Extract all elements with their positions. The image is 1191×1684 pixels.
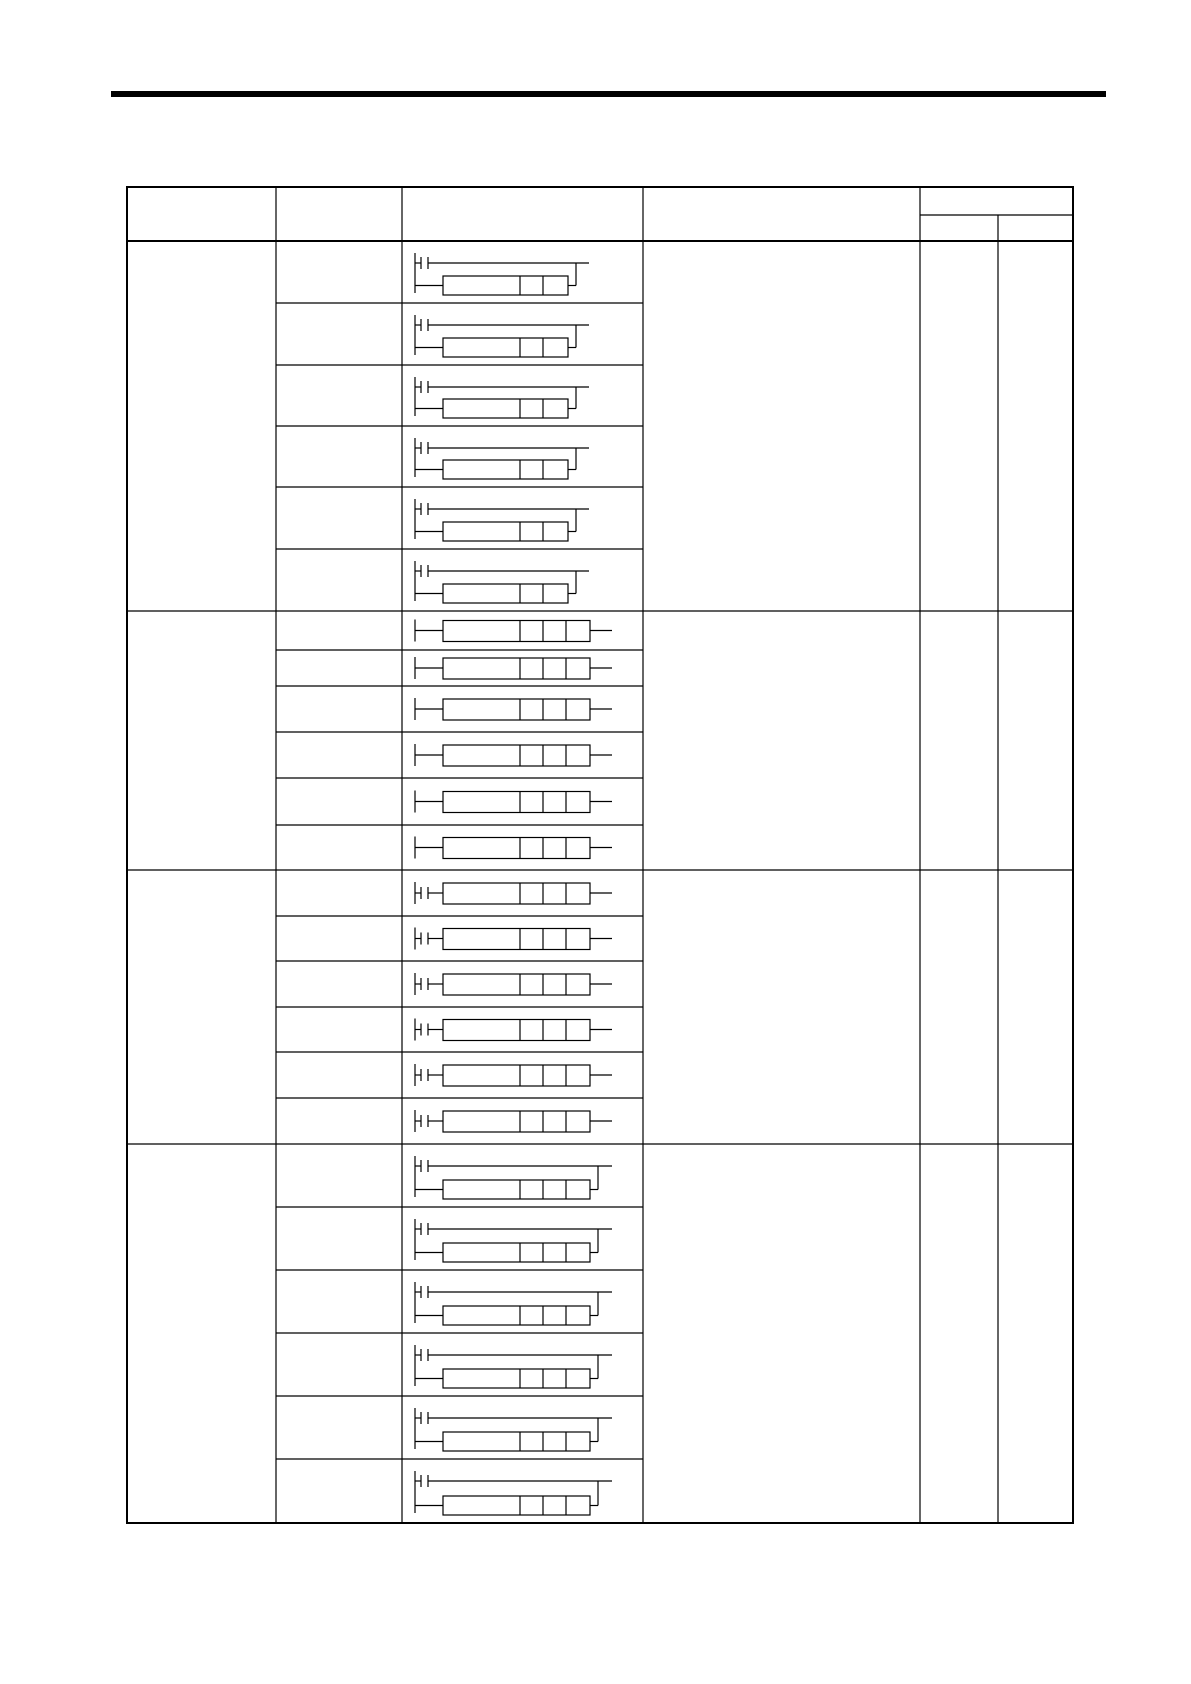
- table-frame: [127, 187, 1073, 1523]
- ladder-symbol: [415, 882, 612, 904]
- ladder-symbol: [415, 1156, 612, 1199]
- ladder-symbol: [415, 1282, 612, 1325]
- ladder-symbol: [415, 657, 612, 679]
- ladder-box: [443, 338, 568, 357]
- ladder-box: [443, 1180, 590, 1199]
- ladder-symbol: [415, 698, 612, 720]
- ladder-box: [443, 974, 590, 995]
- ladder-box: [443, 1065, 590, 1086]
- ladder-symbol: [415, 1219, 612, 1262]
- ladder-symbol: [415, 791, 612, 813]
- ladder-box: [443, 621, 590, 642]
- ladder-box: [443, 276, 568, 295]
- ladder-box: [443, 883, 590, 904]
- ladder-box: [443, 1432, 590, 1451]
- ladder-symbol: [415, 744, 612, 766]
- ladder-symbol: [415, 1064, 612, 1086]
- ladder-box: [443, 792, 590, 813]
- ladder-box: [443, 929, 590, 950]
- ladder-box: [443, 1496, 590, 1515]
- ladder-box: [443, 658, 590, 679]
- ladder-box: [443, 1243, 590, 1262]
- ladder-symbol: [415, 837, 612, 859]
- ladder-box: [443, 460, 568, 479]
- ladder-symbol: [415, 253, 589, 295]
- ladder-symbol: [415, 315, 589, 357]
- ladder-box: [443, 745, 590, 766]
- ladder-symbol: [415, 377, 589, 418]
- ladder-box: [443, 584, 568, 603]
- ladder-symbol: [415, 1408, 612, 1451]
- ladder-box: [443, 1111, 590, 1132]
- ladder-symbol: [415, 438, 589, 479]
- ladder-box: [443, 1369, 590, 1388]
- ladder-symbol: [415, 561, 589, 603]
- ladder-box: [443, 1020, 590, 1041]
- ladder-symbol: [415, 620, 612, 642]
- ladder-symbol: [415, 973, 612, 995]
- ladder-symbol: [415, 1471, 612, 1515]
- ladder-box: [443, 399, 568, 418]
- ladder-box: [443, 838, 590, 859]
- ladder-box: [443, 699, 590, 720]
- ladder-symbol: [415, 499, 589, 541]
- ladder-symbol: [415, 1345, 612, 1388]
- ladder-symbol: [415, 928, 612, 950]
- ladder-box: [443, 1306, 590, 1325]
- ladder-box: [443, 522, 568, 541]
- ladder-symbol: [415, 1110, 612, 1132]
- ladder-symbol: [415, 1019, 612, 1041]
